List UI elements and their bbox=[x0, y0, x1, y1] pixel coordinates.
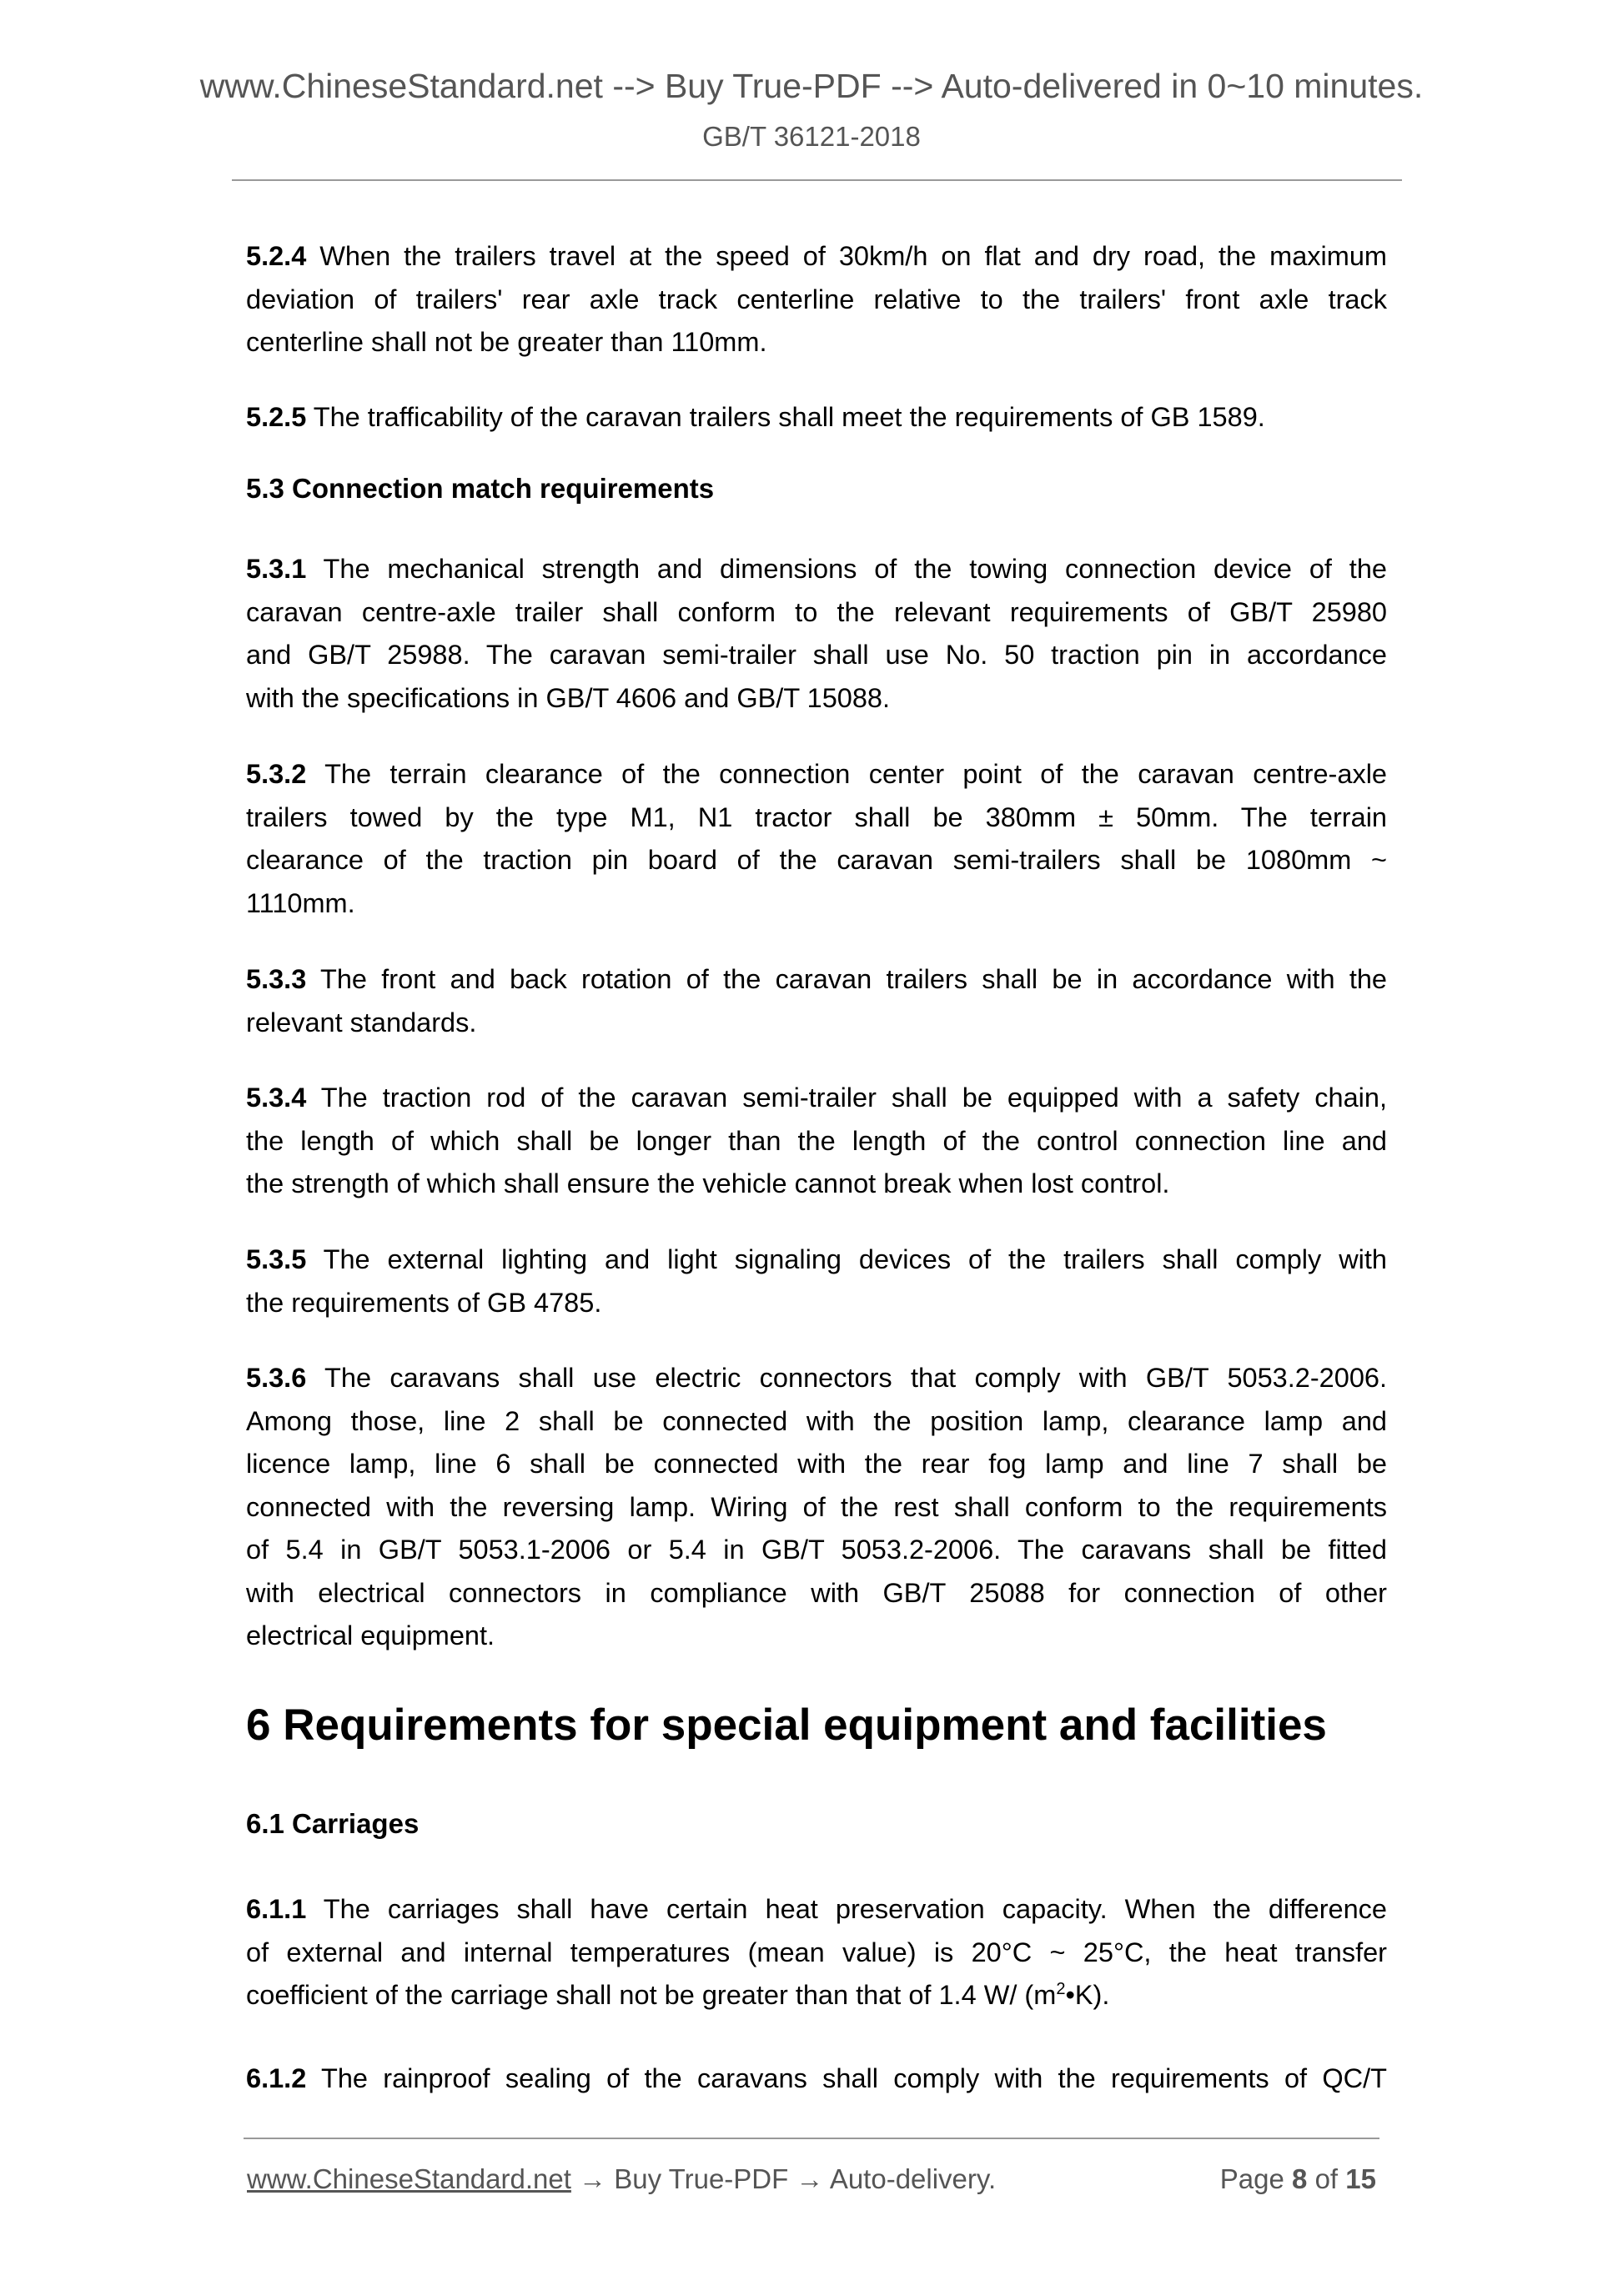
of-label: of bbox=[1314, 2163, 1339, 2194]
text-line bbox=[246, 1888, 1387, 1932]
text-line bbox=[246, 677, 1387, 721]
text-line bbox=[246, 958, 1387, 1002]
footer-left bbox=[247, 2163, 996, 2195]
header-banner: www.ChineseStandard.net --> Buy True-PDF --> Auto-delivered in 0~10 minutes. bbox=[199, 67, 1424, 105]
line-text: licence lamp, line 6 shall be connected with the rear fog lamp and line 7 shall be bbox=[246, 1449, 1387, 1479]
line-text: caravan centre-axle trailer shall conform to the relevant requirements of GB/T 25980 bbox=[246, 596, 1387, 627]
text-line bbox=[246, 1077, 1387, 1120]
text-line bbox=[246, 796, 1387, 840]
text-line bbox=[246, 396, 1387, 440]
line-text: The rainproof sealing of the caravans shall comply with the requirements of QC/T bbox=[306, 2063, 1387, 2093]
text-line bbox=[246, 753, 1387, 796]
text-line bbox=[246, 1282, 1387, 1325]
line-text: of external and internal temperatures (mean value) is 20°C ~ 25°C, the heat transfer bbox=[246, 1937, 1387, 1967]
text-line bbox=[246, 839, 1387, 882]
text-line bbox=[246, 1974, 1387, 2017]
line-text: The external lighting and light signaling devices of the trailers shall comply with bbox=[306, 1244, 1387, 1274]
text-line bbox=[246, 1357, 1387, 1400]
text-line bbox=[246, 1238, 1387, 1282]
line-text: When the trailers travel at the speed of 30km/h on flat and dry road, the maximum bbox=[306, 241, 1387, 271]
line-text: The traction rod of the caravan semi-trailer shall be equipped with a safety chain, bbox=[306, 1083, 1387, 1113]
text-line bbox=[246, 548, 1387, 591]
line-text: The terrain clearance of the connection center point of the caravan centre-axle bbox=[306, 759, 1387, 789]
paragraph-5-2-5 bbox=[246, 396, 1387, 440]
footer-site-link[interactable]: www.ChineseStandard.net bbox=[247, 2163, 571, 2194]
line-text: 1110mm. bbox=[246, 887, 355, 918]
paragraph-5-3-2 bbox=[246, 753, 1387, 925]
paragraph-5-2-4 bbox=[246, 235, 1387, 364]
line-text: deviation of trailers' rear axle track centerline relative to the trailers' front axle track bbox=[246, 284, 1387, 314]
clause-number: 5.3.3 bbox=[246, 964, 307, 994]
text-line bbox=[246, 634, 1387, 677]
clause-number: 5.3.1 bbox=[246, 554, 307, 584]
clause-number: 5.3.2 bbox=[246, 759, 307, 789]
text-line bbox=[246, 1163, 1387, 1206]
line-text: The trafficability of the caravan trailers shall meet the requirements of GB 1589. bbox=[306, 402, 1265, 432]
paragraph-6-1-1 bbox=[246, 1888, 1387, 2017]
text-line bbox=[246, 1002, 1387, 1045]
paragraph-5-3-6 bbox=[246, 1357, 1387, 1658]
line-text: The mechanical strength and dimensions of the towing connection device of the bbox=[306, 554, 1387, 584]
text-line bbox=[246, 1615, 1387, 1658]
line-text: Among those, line 2 shall be connected with the position lamp, clearance lamp and bbox=[246, 1405, 1387, 1436]
line-text: •K). bbox=[1065, 1980, 1110, 2010]
text-line bbox=[246, 1572, 1387, 1615]
line-text: and GB/T 25988. The caravan semi-trailer shall use No. 50 traction pin in accordance bbox=[246, 640, 1387, 670]
line-text: the strength of which shall ensure the vehicle cannot break when lost control. bbox=[246, 1168, 1170, 1198]
line-text: The carriages shall have certain heat preservation capacity. When the difference bbox=[306, 1894, 1387, 1924]
section-heading-5-3: 5.3 Connection match requirements bbox=[246, 473, 715, 504]
line-text: centerline shall not be greater than 110mm. bbox=[246, 327, 767, 357]
total-pages: 15 bbox=[1345, 2163, 1376, 2194]
line-text: the length of which shall be longer than the length of the control connection line and bbox=[246, 1125, 1387, 1156]
line-text: clearance of the traction pin board of the caravan semi-trailers shall be 1080mm ~ bbox=[246, 845, 1387, 875]
paragraph-5-3-4 bbox=[246, 1077, 1387, 1206]
line-text: with the specifications in GB/T 4606 and GB/T 15088. bbox=[246, 682, 891, 713]
line-text: connected with the reversing lamp. Wiring of the rest shall conform to the requirements bbox=[246, 1491, 1387, 1522]
line-text: The front and back rotation of the caravan trailers shall be in accordance with the bbox=[306, 964, 1387, 994]
line-text: the requirements of GB 4785. bbox=[246, 1287, 602, 1318]
text-line bbox=[246, 1932, 1387, 1975]
footer-divider bbox=[244, 2138, 1379, 2139]
chapter-heading-6: 6 Requirements for special equipment and facilities bbox=[246, 1701, 1327, 1750]
line-text: with electrical connectors in compliance with GB/T 25088 for connection of other bbox=[246, 1577, 1387, 1608]
clause-number: 5.3.6 bbox=[246, 1363, 307, 1393]
section-heading-6-1: 6.1 Carriages bbox=[246, 1808, 420, 1839]
line-text: The caravans shall use electric connectors that comply with GB/T 5053.2-2006. bbox=[306, 1363, 1387, 1393]
text-line bbox=[246, 2057, 1387, 2101]
text-line bbox=[246, 321, 1387, 364]
clause-number: 6.1.2 bbox=[246, 2063, 307, 2093]
text-line bbox=[246, 882, 1387, 926]
paragraph-5-3-3 bbox=[246, 958, 1387, 1044]
text-line bbox=[246, 1529, 1387, 1572]
text-line bbox=[246, 1486, 1387, 1530]
line-text: electrical equipment. bbox=[246, 1620, 495, 1650]
page-number bbox=[1220, 2163, 1376, 2195]
header-divider bbox=[232, 179, 1402, 181]
clause-number: 6.1.1 bbox=[246, 1894, 307, 1924]
text-line bbox=[246, 235, 1387, 279]
footer-tagline: → Buy True-PDF → Auto-delivery. bbox=[570, 2163, 997, 2194]
paragraph-5-3-1 bbox=[246, 548, 1387, 720]
text-line bbox=[246, 1443, 1387, 1486]
clause-number: 5.2.4 bbox=[246, 241, 307, 271]
paragraph-5-3-5 bbox=[246, 1238, 1387, 1324]
page-label: Page bbox=[1219, 2163, 1284, 2194]
clause-number: 5.3.4 bbox=[246, 1083, 307, 1113]
text-line bbox=[246, 1400, 1387, 1444]
current-page: 8 bbox=[1292, 2163, 1308, 2194]
text-line bbox=[246, 1120, 1387, 1163]
superscript: 2 bbox=[1056, 1980, 1066, 1999]
line-text: trailers towed by the type M1, N1 tractor shall be 380mm ± 50mm. The terrain bbox=[246, 801, 1387, 832]
clause-number: 5.3.5 bbox=[246, 1244, 307, 1274]
clause-number: 5.2.5 bbox=[246, 402, 307, 432]
line-text: relevant standards. bbox=[246, 1007, 477, 1037]
paragraph-6-1-2 bbox=[246, 2057, 1387, 2101]
line-text: of 5.4 in GB/T 5053.1-2006 or 5.4 in GB/T 5053.2-2006. The caravans shall be fitted bbox=[246, 1535, 1387, 1565]
text-line bbox=[246, 591, 1387, 635]
line-text: coefficient of the carriage shall not be greater than that of 1.4 W/ (m bbox=[246, 1980, 1057, 2010]
text-line bbox=[246, 279, 1387, 322]
document-id: GB/T 36121-2018 bbox=[702, 121, 921, 152]
